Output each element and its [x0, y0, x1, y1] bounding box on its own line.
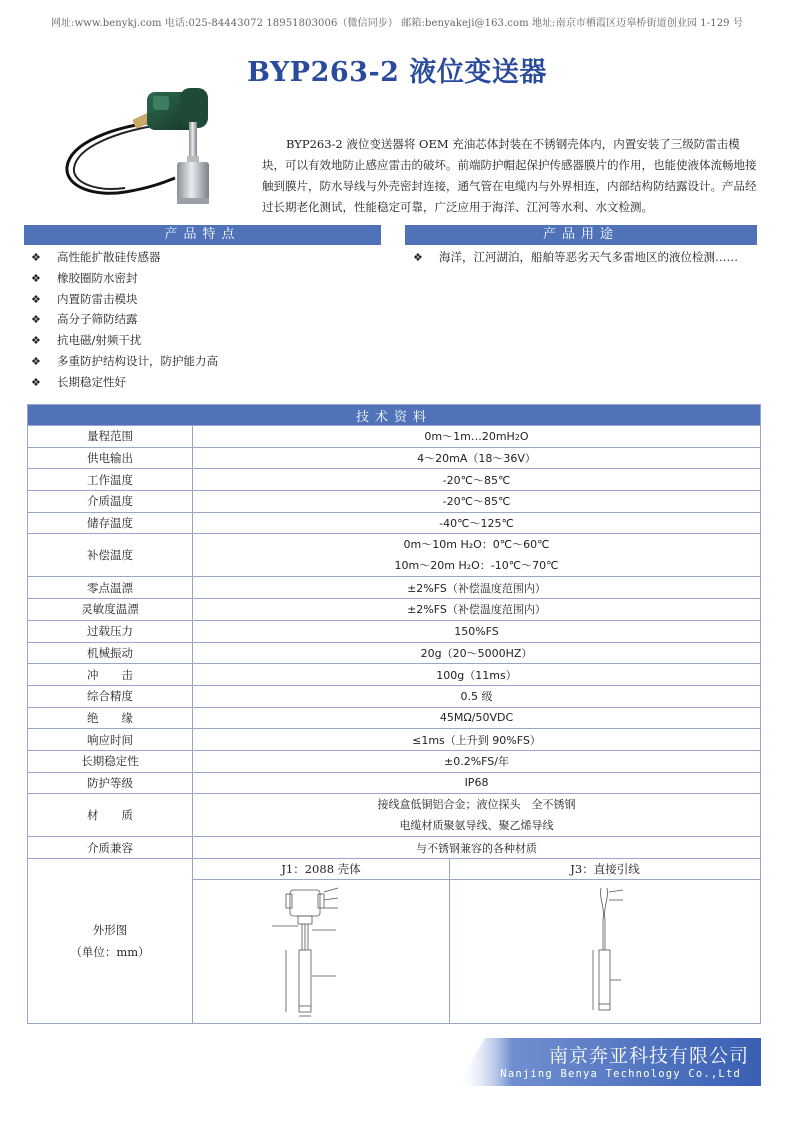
- applications-heading: 产品用途: [405, 225, 757, 245]
- list-item: ❖ 橡胶圈防水密封: [31, 268, 218, 289]
- table-row: [28, 491, 761, 513]
- spec-label: 补偿温度: [28, 534, 193, 577]
- diamond-bullet-icon: ❖: [31, 251, 41, 264]
- spec-value: -20℃～85℃: [193, 491, 761, 513]
- table-row: [28, 577, 761, 599]
- spec-value: 4～20mA（18～36V）: [193, 447, 761, 469]
- spec-label: 防护等级: [28, 772, 193, 794]
- diamond-bullet-icon: ❖: [31, 271, 41, 285]
- spec-value: 45MΩ/50VDC: [193, 707, 761, 729]
- spec-value: -20℃～85℃: [193, 469, 761, 491]
- spec-label: 供电输出: [28, 447, 193, 469]
- drawing-j3: [450, 880, 761, 1024]
- features-heading: 产品特点: [24, 225, 381, 245]
- list-item: ❖ 抗电磁/射频干扰: [31, 330, 218, 351]
- spec-label: 过载压力: [28, 620, 193, 642]
- product-intro: BYP263-2 液位变送器将 OEM 充油芯体封装在不锈钢壳体内，内置安装了三级防雷击模块，可以有效地防止感应雷击的破坏。前端防护帽起保护传感器膜片的作用，也能使液体流畅地接触到膜片，防水导线与外壳密封连接，通气管在电缆内与外界相连，内部结构防结露设计。产品经过长期老化测试，性能稳定可靠，广泛应用于海洋、江河等水利、水文检测。: [262, 136, 757, 214]
- spec-label: 储存温度: [28, 512, 193, 534]
- drawing-j1: [193, 880, 450, 1024]
- spec-value: 100g（11ms）: [193, 664, 761, 686]
- spec-value: 0.5 级: [193, 685, 761, 707]
- table-row: [28, 534, 761, 577]
- spec-value: 150%FS: [193, 620, 761, 642]
- spec-heading: 技术资料: [28, 405, 761, 426]
- list-item: ❖ 长期稳定性好: [31, 372, 218, 393]
- spec-value: ≤1ms（上升到 90%FS）: [193, 729, 761, 751]
- feature-list: [31, 247, 218, 393]
- diamond-bullet-icon: ❖: [31, 313, 41, 327]
- spec-label: 介质温度: [28, 491, 193, 513]
- spec-value: 接线盒低铜铝合金；液位探头 全不锈钢 电缆材质聚氨导线、聚乙烯导线: [193, 794, 761, 837]
- spec-label: 量程范围: [28, 426, 193, 448]
- table-row: [28, 426, 761, 448]
- spec-value: 20g（20～5000HZ）: [193, 642, 761, 664]
- list-item: ❖ 高分子筛防结露: [31, 309, 218, 330]
- spec-value: 0m～10m H₂O：0℃～60℃ 10m～20m H₂O：-10℃～70℃: [193, 534, 761, 577]
- spec-heading-row: [28, 405, 761, 426]
- list-item: ❖ 多重防护结构设计，防护能力高: [31, 351, 218, 372]
- applications-text: ❖ 海洋，江河湖泊，船舶等恶劣天气多雷地区的液位检测……: [413, 247, 738, 269]
- spec-value: ±2%FS（补偿温度范围内）: [193, 599, 761, 621]
- spec-label: 冲 击: [28, 664, 193, 686]
- direct-lead-drawing-icon: [565, 880, 645, 1020]
- spec-value: 与不锈钢兼容的各种材质: [193, 837, 761, 859]
- table-row: [28, 447, 761, 469]
- diamond-bullet-icon: ❖: [413, 251, 423, 264]
- spec-label: 工作温度: [28, 469, 193, 491]
- spec-label: 机械振动: [28, 642, 193, 664]
- spec-label: 材 质: [28, 794, 193, 837]
- table-row: [28, 794, 761, 837]
- spec-label: 绝 缘: [28, 707, 193, 729]
- table-row: [28, 620, 761, 642]
- diamond-bullet-icon: ❖: [31, 354, 41, 368]
- table-row: [28, 750, 761, 772]
- spec-value: -40℃～125℃: [193, 512, 761, 534]
- diamond-bullet-icon: ❖: [31, 292, 41, 306]
- product-photo: [55, 82, 265, 212]
- table-row: [28, 469, 761, 491]
- spec-label: 综合精度: [28, 685, 193, 707]
- drawing-j3-title: J3：直接引线: [450, 859, 761, 880]
- spec-label: 灵敏度温漂: [28, 599, 193, 621]
- table-row: [28, 729, 761, 751]
- table-row: [28, 642, 761, 664]
- spec-table: [27, 404, 761, 1024]
- spec-label: 长期稳定性: [28, 750, 193, 772]
- outline-label: 外形图 （单位：mm）: [28, 859, 193, 1024]
- table-row: [28, 837, 761, 859]
- table-row: [28, 772, 761, 794]
- diamond-bullet-icon: ❖: [31, 375, 41, 389]
- spec-value: ±2%FS（补偿温度范围内）: [193, 577, 761, 599]
- list-item: ❖ 内置防雷击模块: [31, 289, 218, 310]
- contact-line: 网址:www.benykj.com 电话:025-84443072 18951803006（微信同步） 邮箱:benyakeji@163.com 地址:南京市栖霞区迈皋桥街道创业园 1-129 号: [50, 18, 744, 29]
- spec-value: ±0.2%FS/年: [193, 750, 761, 772]
- diamond-bullet-icon: ❖: [31, 334, 41, 348]
- spec-value: 0m～1m…20mH2O: [193, 426, 761, 448]
- table-row: [28, 685, 761, 707]
- list-item: ❖ 高性能扩散硅传感器: [31, 247, 218, 268]
- spec-value: IP68: [193, 772, 761, 794]
- table-row: [28, 664, 761, 686]
- spec-label: 介质兼容: [28, 837, 193, 859]
- drawing-j1-title: J1：2088 壳体: [193, 859, 450, 880]
- company-name-en: Nanjing Benya Technology Co.,Ltd: [500, 1068, 741, 1080]
- page-title: BYP263-2 液位变送器: [247, 57, 547, 88]
- table-row: [28, 512, 761, 534]
- table-row: [28, 707, 761, 729]
- table-row: [28, 859, 761, 880]
- table-row: [28, 599, 761, 621]
- spec-label: 响应时间: [28, 729, 193, 751]
- company-name-cn: 南京奔亚科技有限公司: [548, 1045, 749, 1067]
- housing-2088-drawing-icon: [246, 880, 396, 1020]
- spec-label: 零点温漂: [28, 577, 193, 599]
